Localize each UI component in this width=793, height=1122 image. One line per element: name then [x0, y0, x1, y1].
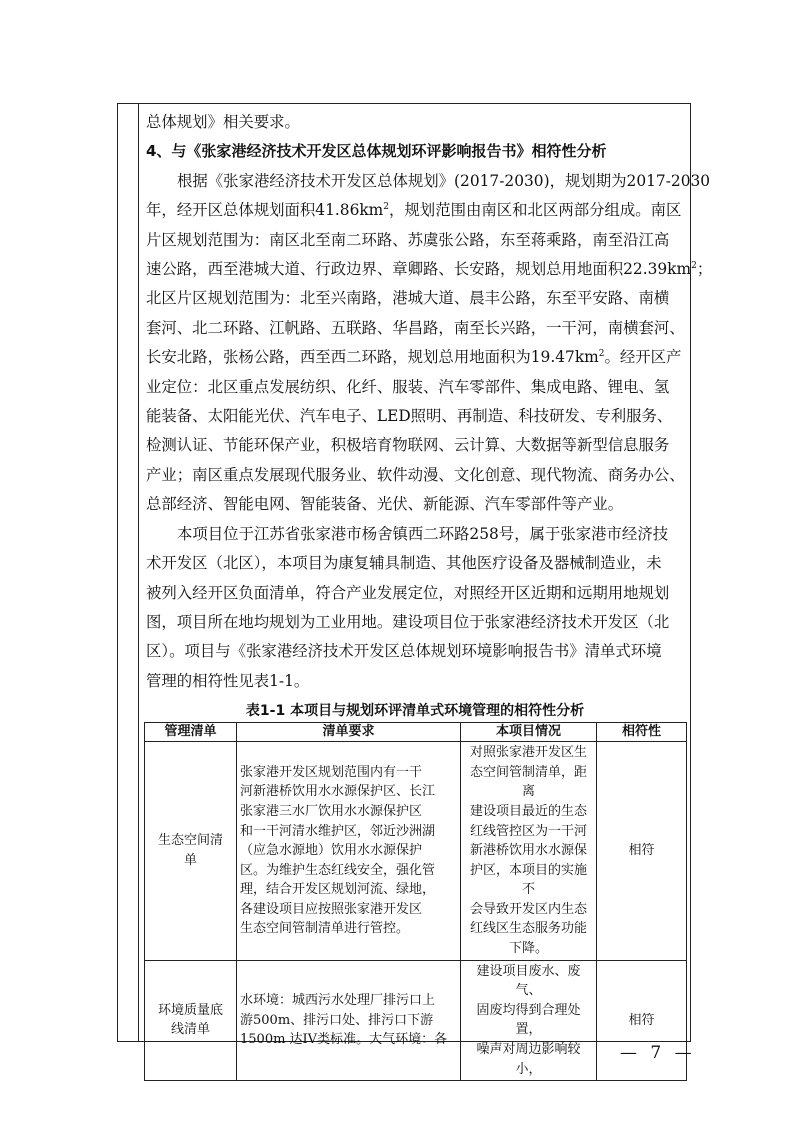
project-line: 图，项目所在地均规划为工业用地。建设项目位于张家港经济技术开发区（北 — [146, 612, 670, 631]
row-project: 对照张家港开发区生 态空间管制清单，距离 建设项目最近的生态 红线管控区为一干河 新港桥饮用水水源保 护区，本项目的实施不 会导致开发区内生态 红线区生态服务功能 下降。 — [461, 742, 597, 961]
plan-line: 北区片区规划范围为：北至兴南路，港城大道、晨丰公路，东至平安路、南横 — [146, 289, 670, 308]
plan-line: 根据《张家港经济技术开发区总体规划》(2017-2030)，规划期为2017-2030 — [177, 171, 711, 190]
plan-line: 长安北路，张杨公路，西至西二环路，规划总用地面积为$19.47km^2$。经开区产 — [146, 348, 682, 367]
row-category: 生态空间清单 — [145, 742, 237, 961]
project-line: 区）。项目与《张家港经济技术开发区总体规划环境影响报告书》清单式环境 — [146, 642, 662, 661]
paragraph-plan — [146, 167, 713, 520]
table-row — [145, 960, 687, 1081]
section-heading: 4、与《张家港经济技术开发区总体规划环评影响报告书》相符性分析 — [146, 142, 607, 161]
paragraph-project — [146, 520, 684, 696]
intro-tail: 总体规划》相关要求。 — [146, 113, 300, 131]
plan-line: 总部经济、智能电网、智能装备、光伏、新能源、汽车零部件等产业。 — [146, 495, 624, 514]
project-line: 管理的相符性见表1-1。 — [146, 671, 310, 690]
plan-line: 能装备、太阳能光伏、汽车电子、LED照明、再制造、科技研发、专利服务、 — [146, 407, 673, 426]
row-requirement: 水环境：城西污水处理厂排污口上 游500m、排污口处、排污口下游 1500m 达IV类标准。大气环境：各 — [237, 960, 461, 1081]
header-project: 本项目情况 — [461, 723, 597, 742]
page-number: — 7 — — [620, 1043, 696, 1063]
compliance-table — [144, 722, 687, 1081]
row-project: 建设项目废水、废气、 固废均得到合理处置， 噪声对周边影响较小， — [461, 960, 597, 1081]
plan-line: 速公路，西至港城大道、行政边界、章卿路、长安路，规划总用地面积$22.39km^2$； — [146, 260, 713, 279]
row-compliance: 相符 — [597, 960, 687, 1081]
header-category: 管理清单 — [145, 723, 237, 742]
frame-left-column-divider — [138, 103, 139, 1042]
row-category: 环境质量底线清单 — [145, 960, 237, 1081]
header-requirement: 清单要求 — [237, 723, 461, 742]
document-content — [146, 108, 713, 1081]
plan-line: 年，经开区总体规划面积$41.86km^2$，规划范围由南区和北区两部分组成。南区 — [146, 201, 682, 220]
project-line: 本项目位于江苏省张家港市杨舍镇西二环路258号，属于张家港市经济技 — [177, 524, 669, 543]
plan-line: 业定位：北区重点发展纺织、化纤、服装、汽车零部件、集成电路、锂电、氢 — [146, 377, 670, 396]
table-row — [145, 742, 687, 961]
plan-line: 片区规划范围为：南区北至南二环路、苏虞张公路，东至蒋乘路，南至沿江高 — [146, 230, 670, 249]
table-title: 表1-1 本项目与规划环评清单式环境管理的相符性分析 — [245, 703, 585, 720]
row-compliance: 相符 — [597, 742, 687, 961]
project-line: 术开发区（北区），本项目为康复辅具制造、其他医疗设备及器械制造业，未 — [146, 554, 662, 573]
plan-line: 套河、北二环路、江帆路、五联路、华昌路，南至长兴路，一干河，南横套河、 — [146, 318, 685, 337]
plan-line: 产业；南区重点发展现代服务业、软件动漫、文化创意、现代物流、商务办公、 — [146, 465, 685, 484]
header-compliance: 相符性 — [597, 723, 687, 742]
row-requirement: 张家港开发区规划范围内有一干 河新港桥饮用水水源保护区、长江 张家港三水厂饮用水水源保护区 和一干河清水维护区，邻近沙洲湖 （应急水源地）饮用水水源保护 区。为维护生态红线安全，强化管 理，结合开发区规划河流、绿地， 各建设项目应按照张家港开发区 生态空间管制清单进行管控。 — [237, 742, 461, 961]
project-line: 被列入经开区负面清单，符合产业发展定位，对照经开区近期和远期用地规划 — [146, 583, 670, 602]
table-header-row — [145, 723, 687, 742]
plan-line: 检测认证、节能环保产业，积极培育物联网、云计算、大数据等新型信息服务 — [146, 436, 670, 455]
